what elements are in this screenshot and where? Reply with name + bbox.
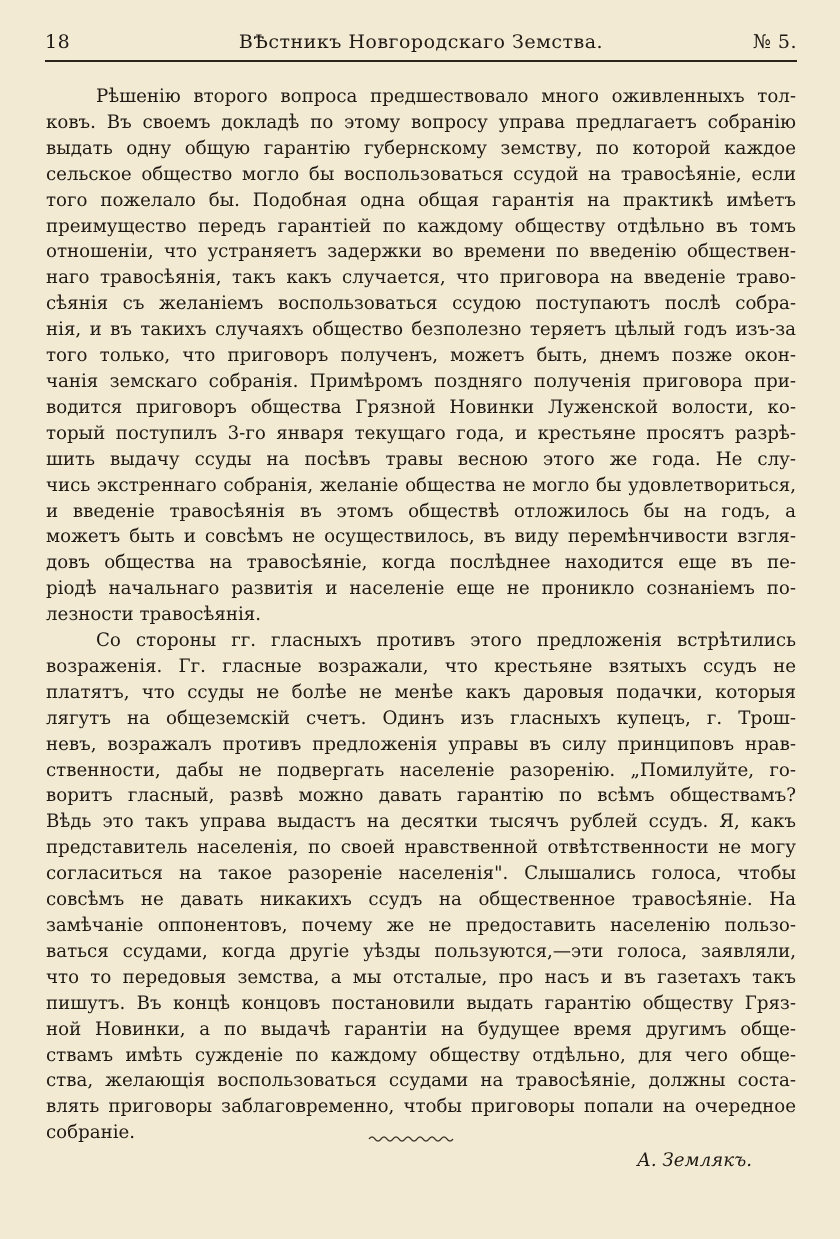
text-line: того пожелало бы. Подобная одна общая гарантія на практикѣ имѣетъ (46, 189, 796, 211)
text-line: водится приговоръ общества Грязной Новинки Луженской волости, ко- (46, 396, 796, 418)
text-line: сельское общество могло бы воспользоваться ссудой на травосѣяніе, если (46, 163, 796, 185)
text-line: того только, что приговоръ полученъ, можетъ быть, днемъ позже окон- (46, 345, 796, 367)
text-line: ріодѣ начальнаго развитія и населеніе еще не проникло сознаніемъ по- (46, 578, 796, 600)
text-line: воритъ гласный, развѣ можно давать гарантію по всѣмъ обществамъ? (46, 785, 796, 807)
header-rule (45, 60, 797, 62)
text-line: торый поступилъ 3-го января текущаго года, и крестьяне просятъ разрѣ- (46, 422, 796, 444)
text-line: лезности травосѣянія. (46, 604, 262, 626)
text-line: собраніе. (46, 1122, 136, 1144)
text-line: ственности, дабы не подвергать населеніе разоренію. „Помилуйте, го- (46, 759, 796, 781)
text-line: замѣчаніе оппонентовъ, почему же не предоставить населенію пользо- (46, 915, 796, 936)
text-line: что то передовыя земства, а мы отсталые, про насъ и въ газетахъ такъ (46, 966, 796, 988)
text-line: лягутъ на общеземскій счетъ. Одинъ изъ гласныхъ купецъ, г. Трош- (46, 707, 796, 729)
closing-ornament (368, 1134, 454, 1144)
text-line: шить выдачу ссуды на посѣвъ травы весною этого же года. Не слу- (46, 448, 796, 470)
text-line: наго травосѣянія, такъ какъ случается, что приговора на введеніе траво- (46, 267, 796, 289)
article-body (46, 84, 796, 1174)
text-line: ства, желающія воспользоваться ссудами на травосѣяніе, должны соста- (46, 1070, 796, 1092)
author-signature: А. Землякъ. (637, 1150, 752, 1172)
text-line: довъ общества на травосѣяніе, когда послѣднее находится еще въ пе- (46, 552, 796, 574)
text-line: чись экстреннаго собранія, желаніе общества не могло бы удовлетвориться, (46, 474, 796, 496)
text-line: нія, и въ такихъ случаяхъ общество безполезно теряетъ цѣлый годъ изъ-за (46, 319, 796, 341)
text-line: выдать одну общую гарантію губернскому земству, по которой каждое (46, 137, 796, 159)
text-line: можетъ быть и совсѣмъ не осуществилось, въ виду перемѣнчивости взгля- (46, 526, 796, 548)
running-header (45, 31, 797, 57)
text-line: возраженія. Гг. гласные возражали, что крестьяне взятыхъ ссудъ не (46, 655, 796, 677)
text-line: Рѣшенію второго вопроса предшествовало много оживленныхъ тол- (96, 86, 796, 107)
text-line: Вѣдь это такъ управа выдастъ на десятки тысячъ рублей ссудъ. Я, какъ (46, 811, 796, 833)
text-line: представитель населенія, по своей нравственной отвѣтственности не могу (46, 837, 796, 859)
text-line: чанія земскаго собранія. Примѣромъ позднягo полученія приговора при- (46, 370, 796, 392)
text-line: ваться ссудами, когда другіе уѣзды пользуются,—эти голоса, заявляли, (46, 940, 796, 962)
text-line: ковъ. Въ своемъ докладѣ по этому вопросу управа предлагаетъ собранію (46, 111, 796, 133)
text-line: Со стороны гг. гласныхъ противъ этого предложенія встрѣтились (96, 630, 796, 652)
text-line: согласиться на такое разореніе населенія". Слышались голоса, чтобы (46, 863, 796, 885)
page-number: 18 (45, 31, 71, 53)
text-line: ной Новинки, а по выдачѣ гарантіи на будущее время другимъ обще- (46, 1018, 796, 1040)
text-line: и введеніе травосѣянія въ этомъ обществѣ отложилось бы на годъ, а (46, 500, 796, 522)
text-line: пишутъ. Въ концѣ концовъ постановили выдать гарантію обществу Гряз- (46, 992, 796, 1014)
paragraph (46, 628, 796, 1146)
text-line: влять приговоры заблаговременно, чтобы приговоры попали на очередное (46, 1096, 796, 1118)
issue-number: № 5. (752, 31, 797, 53)
text-line: невъ, возражалъ противъ предложенія управы въ силу принциповъ нрав- (46, 733, 796, 755)
text-line: сѣянія съ желаніемъ воспользоваться ссудою поступаютъ послѣ собра- (46, 293, 796, 315)
text-line: ствамъ имѣть сужденіе по каждому обществу отдѣльно, для чего обще- (46, 1044, 796, 1066)
text-line: совсѣмъ не давать никакихъ ссудъ на общественное травосѣяніе. На (46, 889, 796, 911)
paragraph (46, 84, 796, 628)
journal-title: ВѢстникъ Новгородскаго Земства. (238, 31, 604, 53)
text-line: платятъ, что ссуды не болѣе не менѣе какъ даровыя подачки, которыя (46, 681, 796, 703)
text-line: отношеніи, что устраняетъ задержки во времени по введенію обществен- (46, 241, 796, 263)
text-line: преимущество передъ гарантіей по каждому обществу отдѣльно въ томъ (46, 215, 796, 237)
